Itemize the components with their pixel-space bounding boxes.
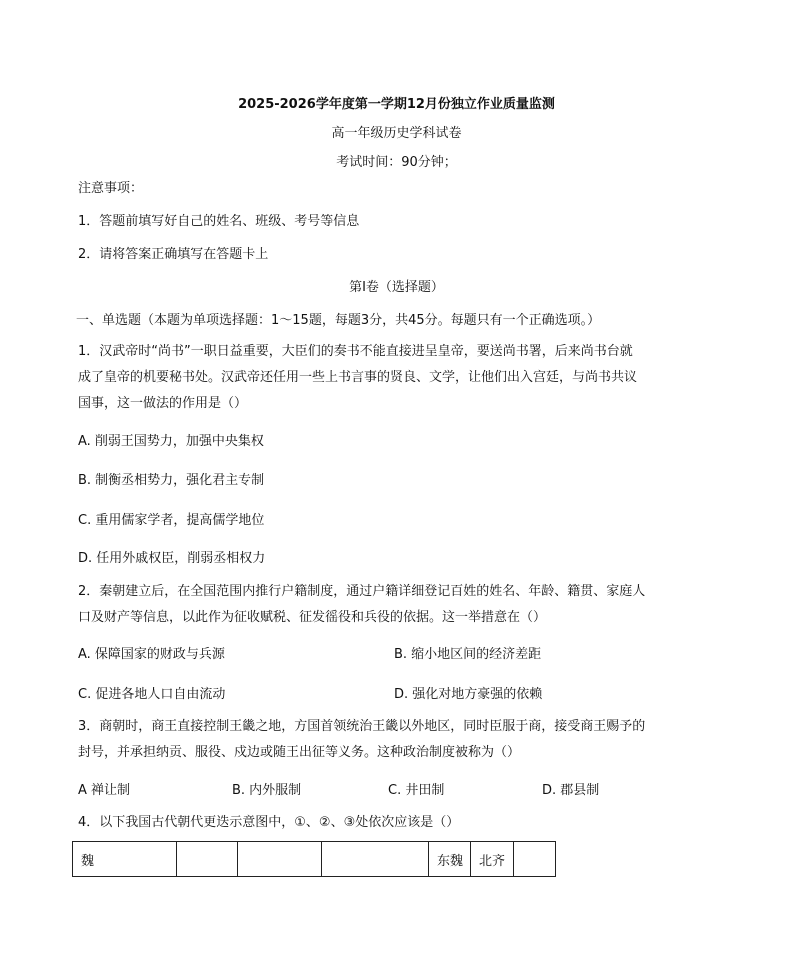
option-b[interactable]: B. 缩小地区间的经济差距	[394, 647, 542, 662]
table-row	[73, 842, 556, 877]
table-cell: 北齐	[471, 842, 514, 877]
option-a[interactable]: A 禅让制	[78, 783, 131, 798]
question-line: 1．汉武帝时“尚书”一职日益重要，大臣们的奏书不能直接进呈皇帝，要送尚书署，后来尚书台就	[78, 344, 633, 359]
option-d[interactable]: D. 郡县制	[542, 783, 600, 798]
question-line: 封号，并承担纳贡、服役、戍边或随王出征等义务。这种政治制度被称为（）	[78, 745, 521, 760]
table-cell	[322, 842, 429, 877]
option-c[interactable]: C. 促进各地人口自由流动	[78, 687, 226, 702]
question-line: 2．秦朝建立后，在全国范围内推行户籍制度，通过户籍详细登记百姓的姓名、年龄、籍贯、家庭人	[78, 584, 646, 599]
dynasty-table	[72, 841, 556, 877]
option-c[interactable]: C. 井田制	[388, 783, 445, 798]
option-a[interactable]: A. 削弱王国势力，加强中央集权	[78, 434, 264, 449]
exam-subtitle: 高一年级历史学科试卷	[331, 126, 462, 141]
option-d[interactable]: D. 强化对地方豪强的依赖	[394, 687, 543, 702]
question-line: 3．商朝时，商王直接控制王畿之地，方国首领统治王畿以外地区，同时臣服于商，接受商王赐予的	[78, 719, 646, 734]
section-instruction: 一、单选题（本题为单项选择题：1～15题，每题3分，共45分。每题只有一个正确选项。）	[76, 313, 601, 328]
exam-title: 2025-2026学年度第一学期12月份独立作业质量监测	[238, 97, 555, 112]
table-cell	[238, 842, 322, 877]
table-cell: 东魏	[429, 842, 471, 877]
option-b[interactable]: B. 内外服制	[232, 783, 302, 798]
option-a[interactable]: A. 保障国家的财政与兵源	[78, 647, 225, 662]
section-title: 第I卷（选择题）	[349, 280, 444, 295]
table-cell: 魏	[73, 842, 177, 877]
note-item: 2．请将答案正确填写在答题卡上	[78, 247, 269, 262]
note-item: 1．答题前填写好自己的姓名、班级、考号等信息	[78, 214, 360, 229]
question-line: 4．以下我国古代朝代更迭示意图中，①、②、③处依次应该是（）	[78, 815, 460, 830]
question-line: 口及财产等信息，以此作为征收赋税、征发徭役和兵役的依据。这一举措意在（）	[78, 610, 547, 625]
notes-heading: 注意事项：	[78, 181, 144, 196]
question-line: 国事，这一做法的作用是（）	[78, 396, 248, 411]
table-cell	[514, 842, 556, 877]
question-line: 成了皇帝的机要秘书处。汉武帝还任用一些上书言事的贤良、文学，让他们出入宫廷，与尚书共议	[78, 370, 638, 385]
option-b[interactable]: B. 制衡丞相势力，强化君主专制	[78, 473, 265, 488]
option-c[interactable]: C. 重用儒家学者，提高儒学地位	[78, 513, 265, 528]
option-d[interactable]: D. 任用外戚权臣，削弱丞相权力	[78, 551, 266, 566]
table-cell	[177, 842, 238, 877]
exam-time: 考试时间：90分钟；	[336, 155, 457, 170]
